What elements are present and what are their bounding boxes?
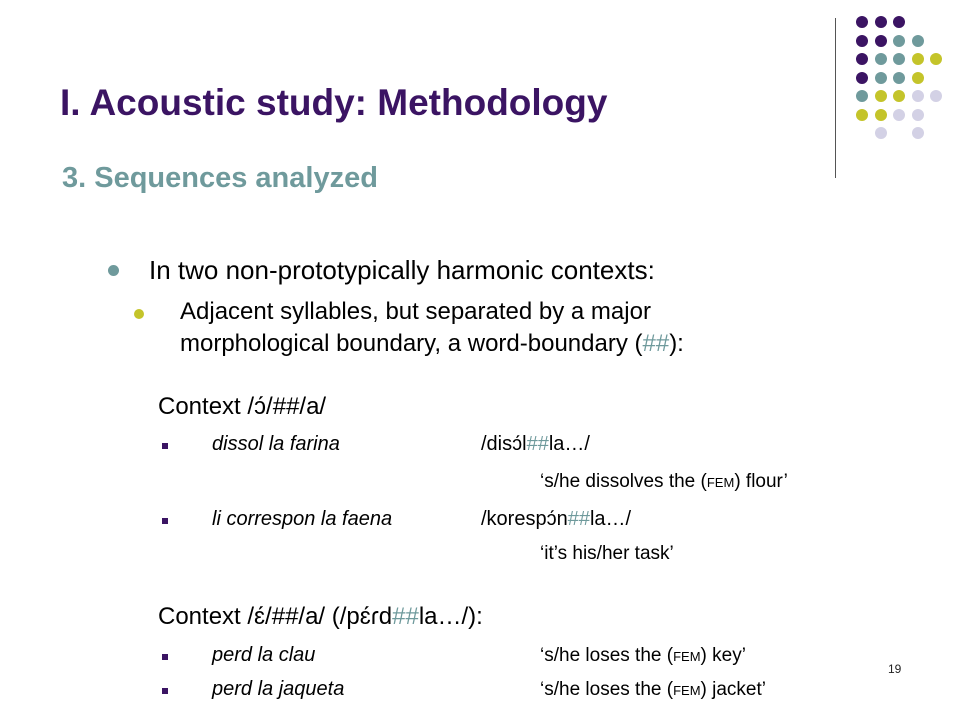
example-gloss [540, 679, 766, 701]
example-transcription [481, 433, 590, 456]
example-phrase: perd la jaqueta [212, 678, 345, 700]
word-boundary-mark: ## [526, 433, 549, 455]
decorative-dot [856, 72, 868, 84]
decorative-dot [875, 109, 887, 121]
decorative-dot [893, 72, 905, 84]
bullet-text-contexts: In two non-prototypically harmonic contexts: [149, 255, 655, 285]
decorative-dot [856, 90, 868, 102]
bullet-icon [134, 309, 144, 319]
vertical-divider [835, 18, 836, 178]
text-segment: la…/ [548, 433, 590, 455]
text-segment: /disɔ́l [481, 433, 527, 455]
small-caps-label: FEM [673, 683, 701, 698]
bullet-text-line1: Adjacent syllables, but separated by a major [180, 298, 651, 325]
decorative-dot [930, 90, 942, 102]
square-bullet-icon [162, 654, 168, 660]
decorative-dot [875, 16, 887, 28]
text-segment: la…/): [418, 603, 483, 630]
text-segment: /korespɔ́n [481, 508, 568, 530]
decorative-dot [856, 109, 868, 121]
decorative-dot [875, 127, 887, 139]
text-segment: ‘s/he dissolves the ( [540, 471, 707, 492]
decorative-dot [875, 90, 887, 102]
bullet-text-line2 [180, 330, 684, 358]
decorative-dot [875, 53, 887, 65]
example-phrase: li correspon la faena [212, 508, 393, 530]
example-gloss [540, 645, 746, 667]
decorative-dot [856, 35, 868, 47]
decorative-dot [893, 53, 905, 65]
decorative-dot [875, 72, 887, 84]
example-transcription [481, 508, 631, 531]
example-gloss: ‘it’s his/her task’ [540, 543, 674, 564]
text-segment: morphological boundary, a word-boundary ( [180, 330, 643, 357]
page-number: 19 [888, 662, 902, 676]
decorative-dot [912, 109, 924, 121]
small-caps-label: FEM [706, 475, 735, 490]
context-heading-2 [158, 603, 483, 631]
decorative-dot [893, 90, 905, 102]
square-bullet-icon [162, 443, 168, 449]
text-segment: Context /ɛ́/##/a/ (/pɛ́ɾd [158, 603, 393, 630]
decorative-dot [856, 53, 868, 65]
page-subtitle: 3. Sequences analyzed [62, 162, 378, 194]
text-segment: la…/ [589, 508, 632, 530]
word-boundary-mark: ## [642, 330, 670, 357]
context-heading-1: Context /ɔ́/##/a/ [158, 393, 327, 420]
text-segment: ) key’ [700, 645, 746, 666]
decorative-dot [912, 127, 924, 139]
square-bullet-icon [162, 518, 168, 524]
text-segment: ): [669, 330, 684, 357]
decorative-dot [912, 35, 924, 47]
decorative-dot [893, 109, 905, 121]
word-boundary-mark: ## [392, 603, 419, 630]
text-segment: ‘s/he loses the ( [540, 679, 674, 700]
example-gloss [540, 471, 788, 493]
square-bullet-icon [162, 688, 168, 694]
example-phrase: dissol la farina [212, 433, 340, 455]
decorative-dot [856, 16, 868, 28]
decorative-dot [912, 53, 924, 65]
decorative-dot [875, 35, 887, 47]
example-phrase: perd la clau [212, 644, 316, 666]
bullet-icon [108, 265, 119, 276]
decorative-dot [912, 72, 924, 84]
text-segment: ‘s/he loses the ( [540, 645, 674, 666]
decorative-dot [912, 90, 924, 102]
text-segment: ) flour’ [734, 471, 788, 492]
decorative-dot [893, 16, 905, 28]
word-boundary-mark: ## [567, 508, 590, 530]
small-caps-label: FEM [673, 649, 701, 664]
decorative-dot [893, 35, 905, 47]
page-title: I. Acoustic study: Methodology [60, 82, 608, 123]
decorative-dot [930, 53, 942, 65]
text-segment: ) jacket’ [700, 679, 766, 700]
